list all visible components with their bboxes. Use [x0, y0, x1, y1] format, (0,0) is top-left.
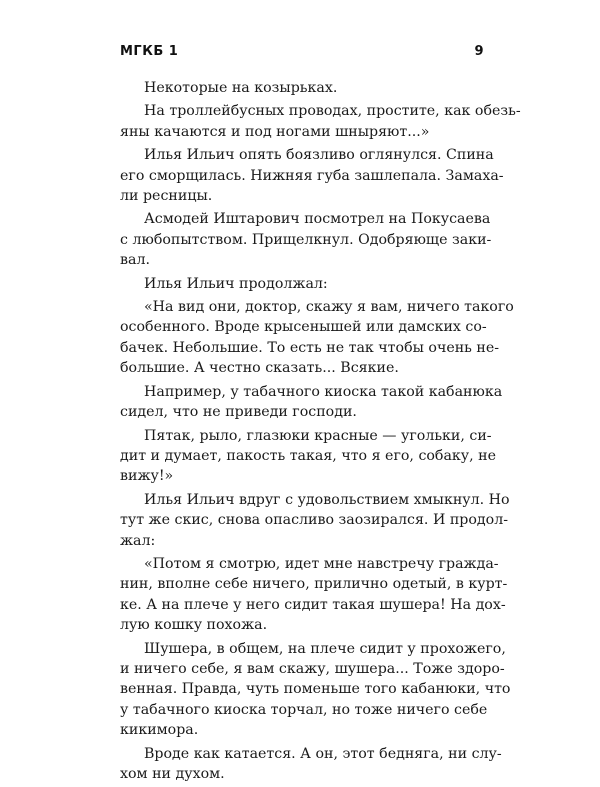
body-text	[120, 78, 521, 787]
paragraph	[120, 145, 504, 206]
text-line: Пятак, рыло, глазюки красные — угольки, си-	[144, 427, 492, 444]
text-line: Илья Ильич вдруг с удовольствием хмыкнул. Но	[144, 491, 510, 508]
text-line: Вроде как катается. А он, этот бедняга, ни слу-	[144, 745, 502, 762]
text-line: лую кошку похожа.	[120, 617, 268, 634]
text-line: яны качаются и под ногами шныряют...»	[120, 123, 430, 140]
text-line: Например, у табачного киоска такой кабанюка	[144, 383, 503, 400]
page-number: 9	[474, 44, 484, 59]
text-line: тут же скис, снова опасливо заозирался. И продол-	[120, 512, 509, 529]
text-line: Асмодей Иштарович посмотрел на Покусаева	[144, 211, 491, 228]
text-line: вижу!»	[120, 468, 174, 485]
text-line: хом ни духом.	[120, 766, 225, 782]
text-line: «Потом я смотрю, идет мне навстречу гражда-	[144, 555, 499, 572]
text-line: кикимора.	[120, 722, 199, 739]
running-title: МГКБ 1	[120, 44, 179, 59]
text-line: сидел, что не приведи господи.	[120, 404, 357, 421]
text-line: дит и думает, пакость такая, что я его, собаку, не	[120, 447, 497, 464]
text-line: Илья Ильич продолжал:	[144, 275, 328, 292]
text-line: На троллейбусных проводах, простите, как обезь-	[144, 103, 521, 120]
paragraph	[120, 639, 511, 741]
text-line: Некоторые на козырьках.	[144, 80, 338, 96]
text-line: жал:	[120, 532, 156, 549]
paragraph	[120, 382, 503, 423]
text-line: венная. Правда, чуть поменьше того кабанюки, что	[120, 681, 511, 698]
text-line: «На вид они, доктор, скажу я вам, ничего такого	[144, 299, 514, 316]
page-header	[120, 44, 484, 59]
paragraph	[120, 490, 510, 551]
paragraph	[120, 209, 492, 270]
text-line: его сморщилась. Нижняя губа зашлепала. Замаха-	[120, 167, 504, 184]
paragraph	[120, 426, 497, 487]
text-line: вал.	[120, 252, 150, 269]
text-line: и ничего себе, я вам скажу, шушера... Тоже здоро-	[120, 660, 505, 677]
paragraph	[120, 297, 514, 379]
text-line: у табачного киоска торчал, но тоже ничего себе	[120, 701, 488, 718]
text-line: Шушера, в общем, на плече сидит у прохожего,	[144, 640, 506, 657]
paragraph	[120, 78, 484, 98]
text-line: бачек. Небольшие. То есть не так чтобы очень не-	[120, 339, 500, 356]
text-line: ке. А на плече у него сидит такая шушера! На дох-	[120, 596, 506, 613]
paragraph	[120, 101, 521, 142]
text-line: с любопытством. Прищелкнул. Одобряюще заки-	[120, 231, 492, 248]
text-line: ли ресницы.	[120, 188, 213, 205]
paragraph	[120, 554, 508, 636]
text-line: особенного. Вроде крысенышей или дамских со-	[120, 319, 487, 336]
paragraph	[120, 274, 484, 294]
text-line: нин, вполне себе ничего, прилично одетый, в курт-	[120, 576, 508, 593]
text-line: большие. А честно сказать... Всякие.	[120, 360, 399, 377]
text-line: Илья Ильич опять боязливо оглянулся. Спина	[144, 147, 494, 164]
